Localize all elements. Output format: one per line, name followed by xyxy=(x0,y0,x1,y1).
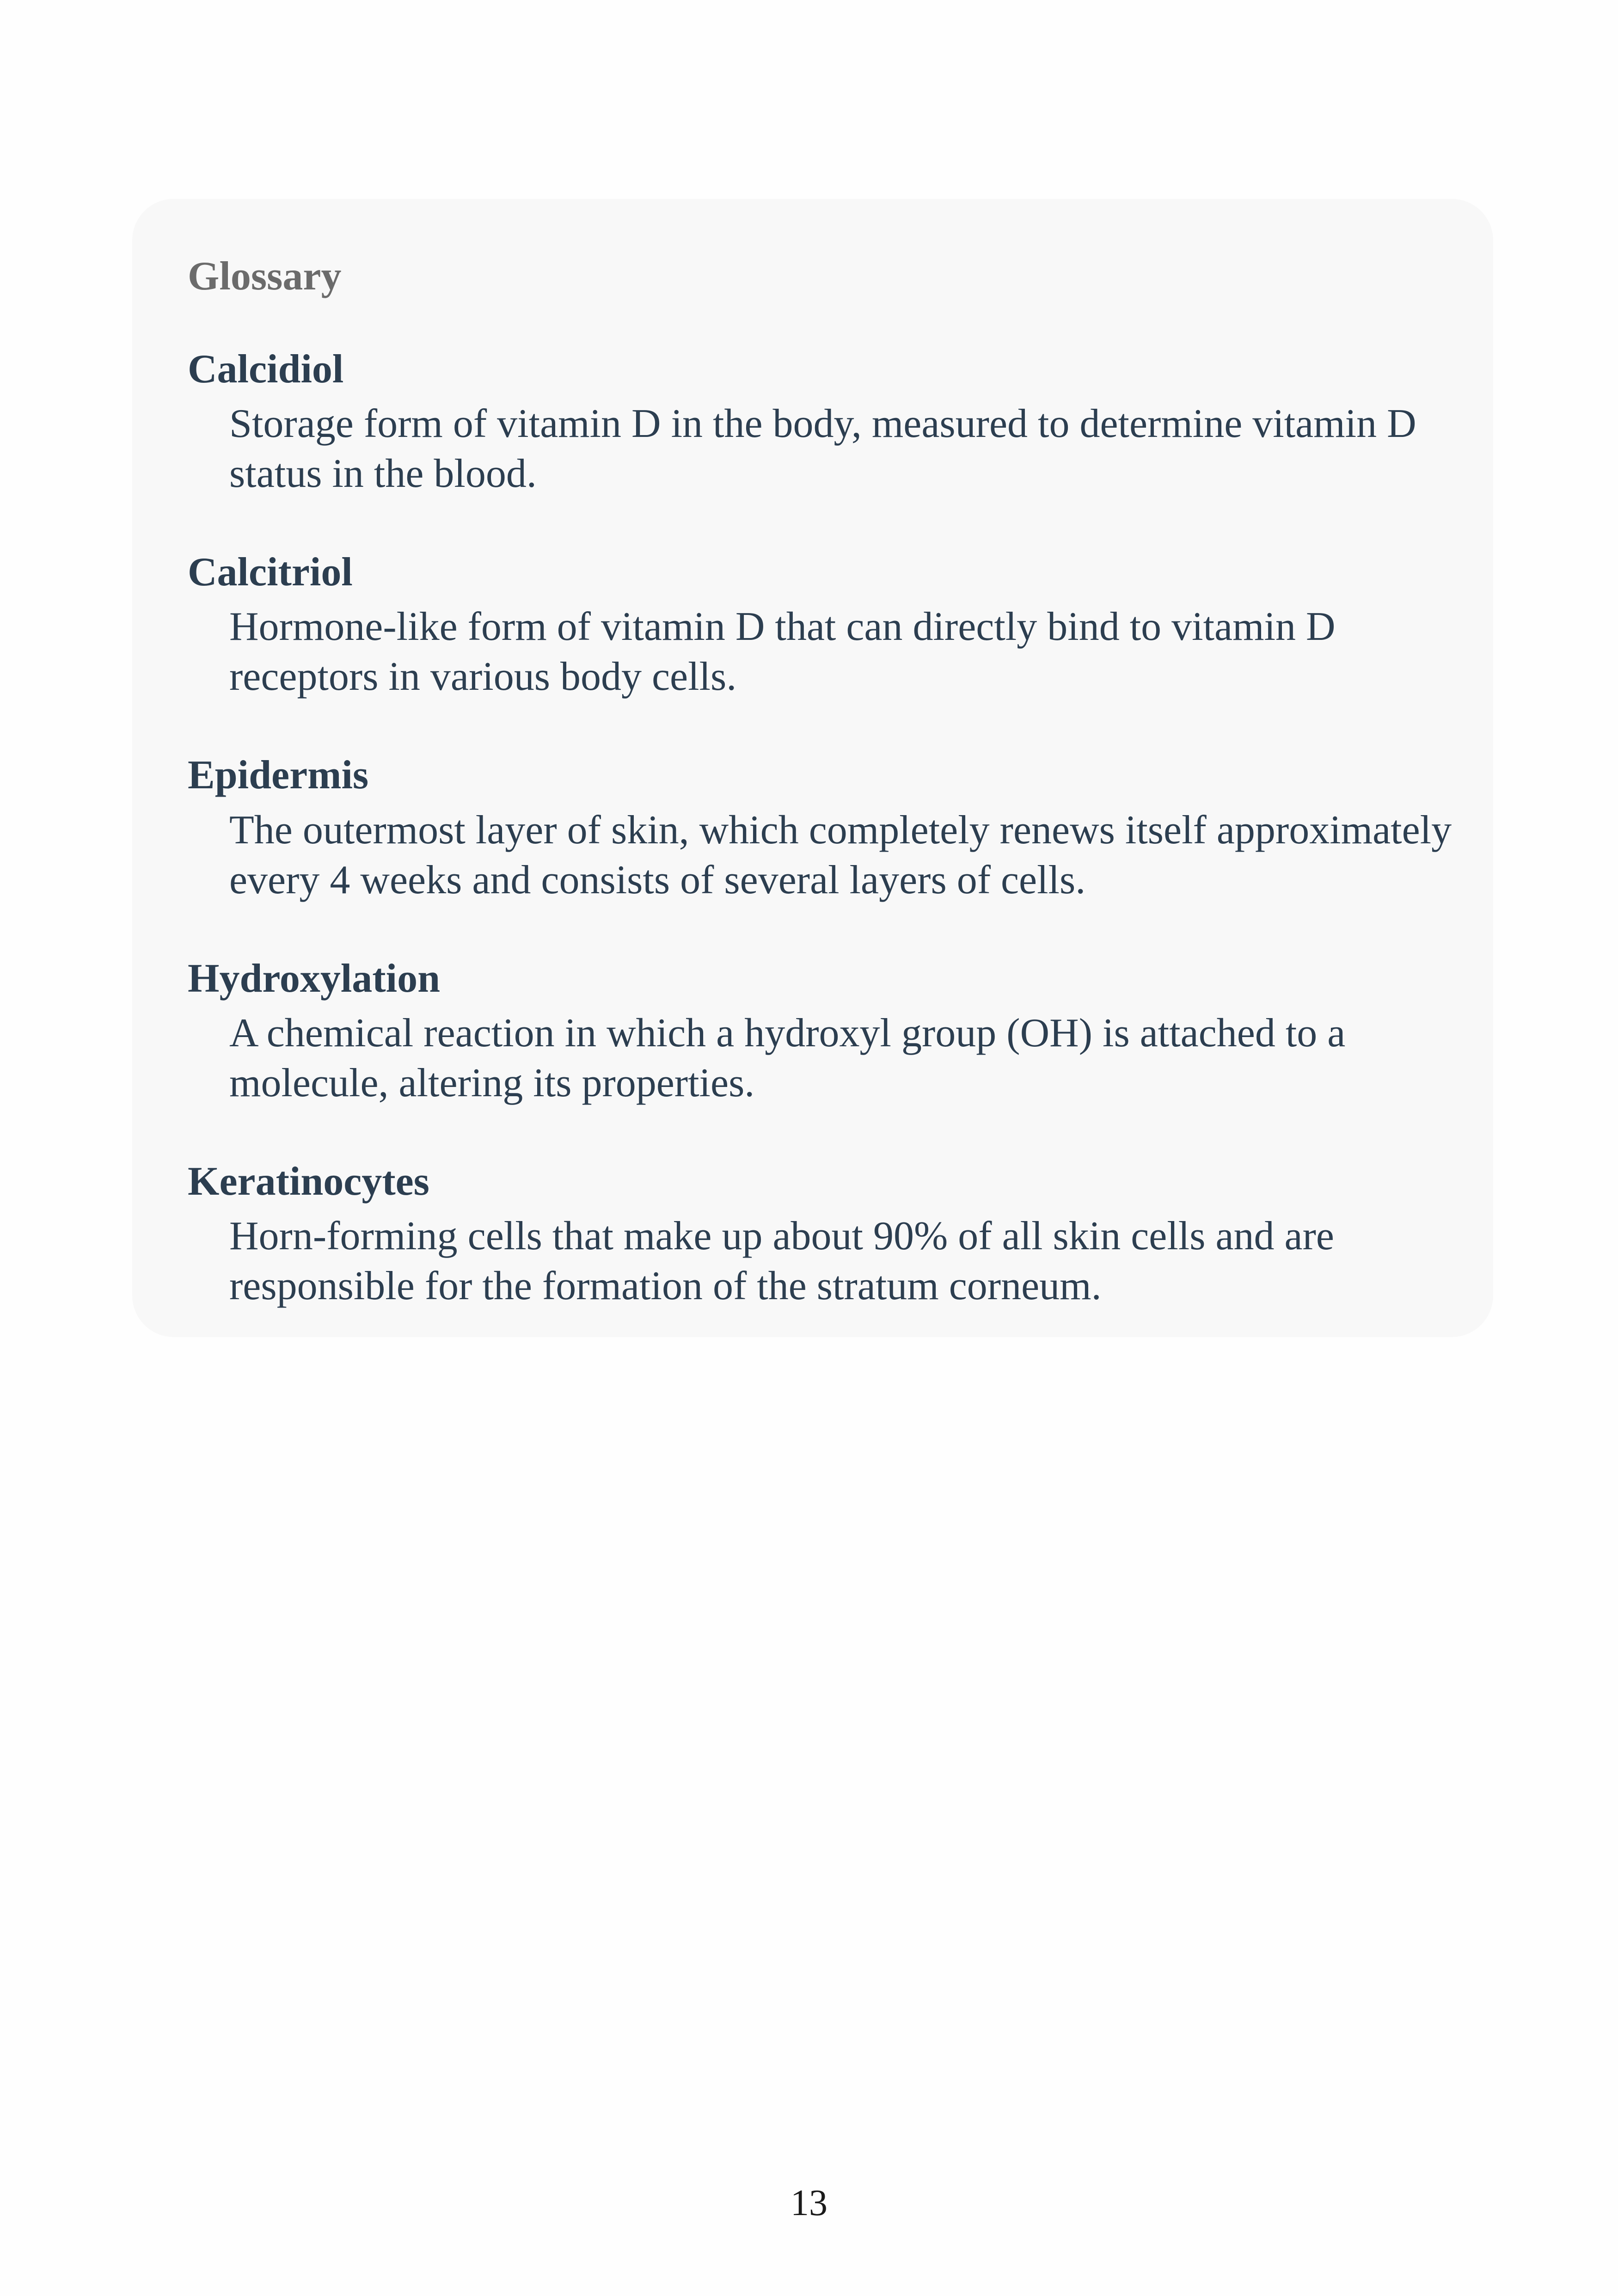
glossary-term: Epidermis xyxy=(188,753,369,798)
glossary-entry-epidermis xyxy=(188,752,1493,905)
glossary-term: Calcidiol xyxy=(188,347,344,392)
glossary-box xyxy=(132,199,1493,1337)
glossary-entry-hydroxylation xyxy=(188,955,1493,1108)
glossary-entry-keratinocytes xyxy=(188,1158,1493,1311)
page-number: 13 xyxy=(791,2183,827,2223)
glossary-definition: Hormone-like form of vitamin D that can directly bind to vitamin D receptors in various body cells. xyxy=(229,604,1336,700)
glossary-definition: Horn-forming cells that make up about 90% of all skin cells and are responsible for the formation of the stratum corneum. xyxy=(229,1213,1334,1308)
glossary-entry-calcitriol xyxy=(188,549,1493,702)
glossary-heading: Glossary xyxy=(188,254,342,299)
glossary-definition: Storage form of vitamin D in the body, measured to determine vitamin D status in the blood. xyxy=(229,401,1416,497)
glossary-entry-calcidiol xyxy=(188,346,1493,499)
glossary-term: Hydroxylation xyxy=(188,956,441,1001)
glossary-definition: A chemical reaction in which a hydroxyl group (OH) is attached to a molecule, altering its properties. xyxy=(229,1010,1346,1105)
glossary-term: Calcitriol xyxy=(188,550,353,595)
glossary-term: Keratinocytes xyxy=(188,1159,429,1204)
glossary-definition: The outermost layer of skin, which completely renews itself approximately every 4 weeks and consists of several layers of cells. xyxy=(229,807,1452,902)
